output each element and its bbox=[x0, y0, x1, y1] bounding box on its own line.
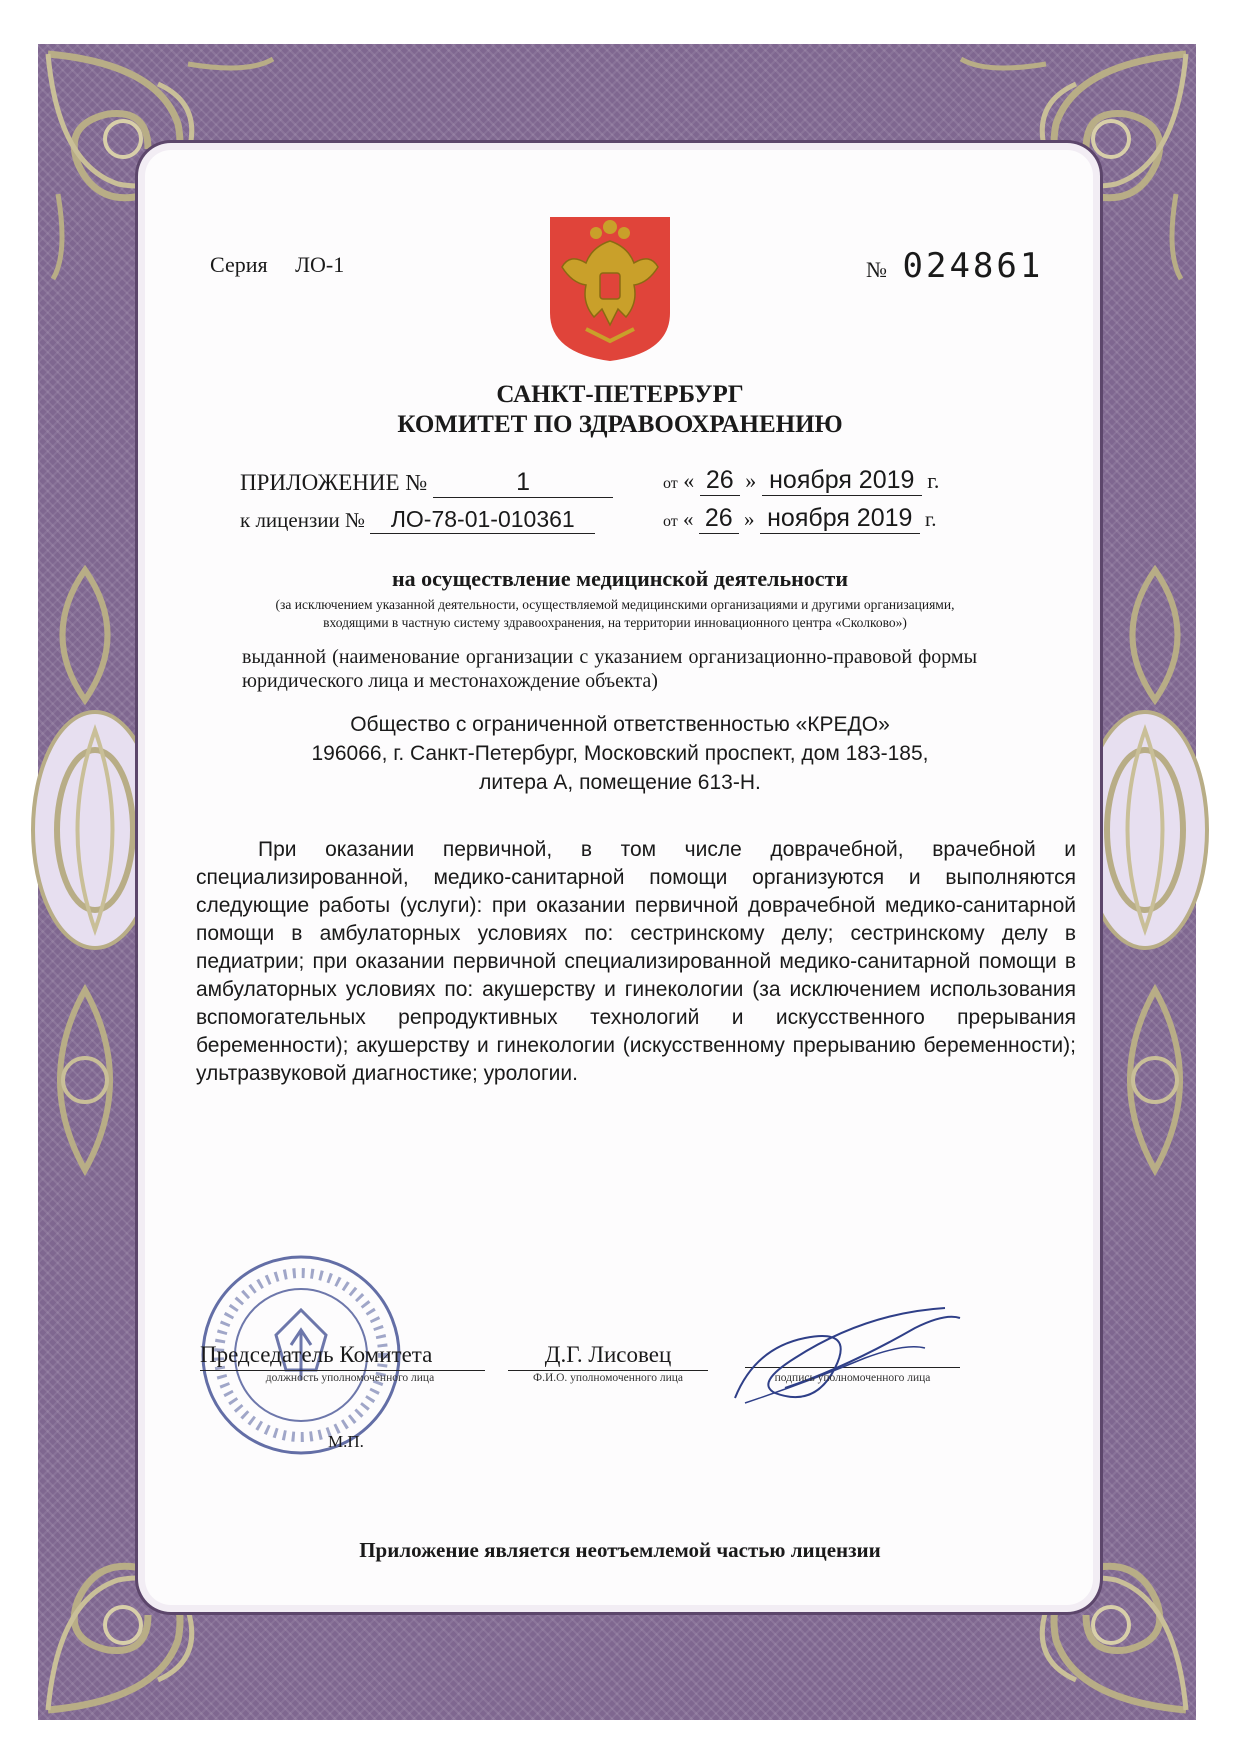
series-label: Серия bbox=[210, 252, 268, 277]
appendix-day: 26 bbox=[700, 466, 740, 496]
side-ornament-icon bbox=[20, 980, 150, 1180]
organization-address-line2: литера А, помещение 613-Н. bbox=[479, 771, 761, 794]
seal-label: М.П. bbox=[328, 1432, 364, 1451]
form-number bbox=[866, 246, 1043, 286]
appendix-number: 1 bbox=[433, 468, 613, 498]
number-value: 024861 bbox=[902, 246, 1044, 286]
series-value: ЛО-1 bbox=[295, 252, 345, 277]
license-month-year: ноября 2019 bbox=[760, 504, 920, 534]
name-underline bbox=[508, 1370, 708, 1371]
appendix-line bbox=[240, 468, 613, 498]
coat-of-arms-icon bbox=[546, 213, 674, 365]
series-line bbox=[210, 252, 344, 278]
footer-note: Приложение является неотъемлемой частью лицензии bbox=[359, 1538, 881, 1562]
license-date: от « 26 » ноября 2019 г. bbox=[663, 504, 937, 532]
services-text: При оказании первичной, в том числе доврачебной, врачебной и специализированной, медико-санитарной помощи организуются и выполняются следующие работы (услуги): при оказании первичной доврачебной медико-санитарной помощи в амбулаторных условиях по: сестринскому делу; сестринскому делу в педиатрии; при оказании первичной специализированной медико-санитарной помощи в амбулаторных условиях по: акушерству и гинекологии (за исключением использования вспомогательных репродуктивных технологий и искусственного прерывания беременности); акушерству и гинекологии (искусственному прерыванию беременности); ультразвуковой диагностике; урологии. bbox=[196, 838, 1076, 1085]
license-number: ЛО-78-01-010361 bbox=[370, 506, 595, 534]
name-caption: Ф.И.О. уполномоченного лица bbox=[532, 1372, 683, 1384]
role-underline bbox=[200, 1370, 485, 1371]
license-day: 26 bbox=[699, 504, 739, 534]
organization-address-line1: 196066, г. Санкт-Петербург, Московский проспект, дом 183-185, bbox=[311, 742, 929, 765]
activity-title: на осуществление медицинской деятельности bbox=[391, 566, 849, 591]
side-ornament-icon bbox=[1090, 980, 1220, 1180]
issued-caption: выданной (наименование организации с указанием организационно-правовой формы юридического лица и местонахождение объекта) bbox=[242, 646, 977, 692]
issuer-committee: КОМИТЕТ ПО ЗДРАВООХРАНЕНИЮ bbox=[397, 411, 843, 438]
license-line bbox=[240, 506, 595, 534]
issuer-city: САНКТ-ПЕТЕРБУРГ bbox=[496, 381, 744, 408]
license-label: к лицензии № bbox=[240, 508, 366, 532]
signature-caption: подпись уполномоченного лица bbox=[774, 1372, 931, 1384]
organization-name: Общество с ограниченной ответственностью «КРЕДО» bbox=[350, 713, 890, 736]
role-caption: должность уполномоченного лица bbox=[265, 1372, 435, 1384]
appendix-label: ПРИЛОЖЕНИЕ № bbox=[240, 470, 428, 495]
number-sign: № bbox=[866, 257, 887, 282]
organization-block bbox=[0, 710, 1240, 797]
signatory-name: Д.Г. Лисовец bbox=[544, 1342, 672, 1367]
appendix-month-year: ноября 2019 bbox=[762, 466, 922, 496]
appendix-date: от « 26 » ноября 2019 г. bbox=[663, 466, 940, 494]
handwritten-signature-icon bbox=[715, 1288, 975, 1418]
activity-exclusion: (за исключением указанной деятельности, осуществляемой медицинскими организациями и другими организациями, входящими в частную систему здравоохранения, на территории инновационного центра «Сколково») bbox=[275, 597, 955, 630]
signatory-role: Председатель Комитета bbox=[200, 1342, 433, 1367]
issuer-block bbox=[0, 380, 1240, 440]
